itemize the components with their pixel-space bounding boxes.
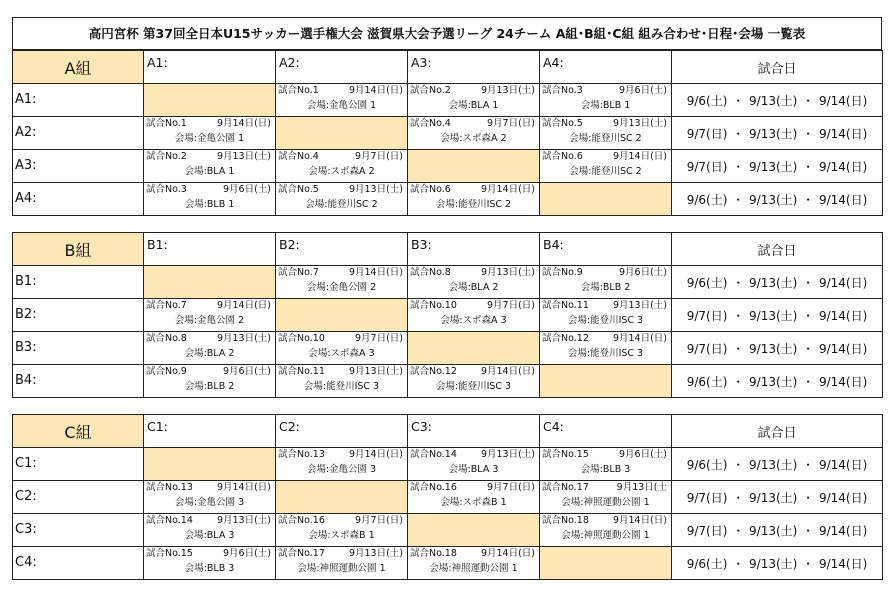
- match-cell: [144, 150, 276, 183]
- row-header: B3:: [13, 332, 144, 365]
- match-venue: 会場:スポ森B 1: [440, 497, 507, 508]
- match-venue: 会場:BLB 2: [184, 381, 235, 392]
- match-cell: [540, 448, 672, 481]
- match-number: 試合No.7: [278, 267, 319, 278]
- column-header: C3:: [408, 415, 540, 448]
- match-venue: 会場:スポ森A 3: [308, 348, 375, 359]
- match-cell: [540, 150, 672, 183]
- row-header: C1:: [13, 448, 144, 481]
- match-number: 試合No.11: [542, 300, 589, 311]
- column-header: B1:: [144, 233, 276, 266]
- table-row: [13, 183, 883, 216]
- match-venue: 会場:神照運動公園 1: [429, 563, 518, 574]
- match-venue: 会場:金亀公園 3: [174, 497, 245, 508]
- match-number: 試合No.7: [146, 300, 187, 311]
- match-cell: [276, 448, 408, 481]
- row-header: A4:: [13, 183, 144, 216]
- match-cell: [276, 365, 408, 398]
- match-number: 試合No.17: [542, 482, 589, 493]
- match-days: 9/6(土) ・ 9/13(土) ・ 9/14(日): [672, 448, 883, 481]
- match-cell: [276, 547, 408, 580]
- match-number: 試合No.13: [146, 482, 193, 493]
- match-date: 9月13日(土): [348, 184, 403, 195]
- row-header: B2:: [13, 299, 144, 332]
- match-date: 9月14日(日): [612, 333, 667, 344]
- match-date: 9月7日(日): [486, 300, 535, 311]
- match-date: 9月6日(土): [222, 184, 271, 195]
- match-date: 9月13日(土: [616, 482, 667, 493]
- match-cell: [408, 481, 540, 514]
- table-row: [13, 448, 883, 481]
- match-days: 9/6(土) ・ 9/13(土) ・ 9/14(日): [672, 365, 883, 398]
- match-number: 試合No.14: [410, 449, 457, 460]
- match-date: 9月6日(土): [222, 548, 271, 559]
- match-cell: [408, 183, 540, 216]
- self-match-cell: [276, 117, 408, 150]
- row-header: A1:: [13, 84, 144, 117]
- match-date: 9月14日(日): [612, 151, 667, 162]
- table-row: [13, 150, 883, 183]
- match-venue: 会場:神照運動公園 1: [561, 530, 650, 541]
- document-title: 高円宮杯 第37回全日本U15サッカー選手権大会 滋賀県大会予選リーグ 24チーム A組･B組･C組 組み合わせ･日程･会場 一覧表: [12, 17, 882, 50]
- table-row: [13, 299, 883, 332]
- match-date: 9月6日(土): [222, 366, 271, 377]
- match-date: 9月14日(日): [480, 184, 535, 195]
- table-row: [13, 84, 883, 117]
- match-cell: [408, 117, 540, 150]
- match-date: 9月7日(日): [354, 333, 403, 344]
- match-days: 9/6(土) ・ 9/13(土) ・ 9/14(日): [672, 183, 883, 216]
- match-number: 試合No.5: [278, 184, 319, 195]
- match-cell: [144, 365, 276, 398]
- table-row: [13, 514, 883, 547]
- match-cell: [276, 150, 408, 183]
- match-days: 9/7(日) ・ 9/13(土) ・ 9/14(日): [672, 481, 883, 514]
- match-number: 試合No.8: [410, 267, 451, 278]
- self-match-cell: [276, 481, 408, 514]
- match-venue: 会場:BLA 3: [184, 530, 235, 541]
- match-venue: 会場:能登川ISC 3: [435, 381, 512, 392]
- table-row: [13, 365, 883, 398]
- match-cell: [144, 481, 276, 514]
- match-venue: 会場:神照運動公園 1: [561, 497, 650, 508]
- match-cell: [408, 365, 540, 398]
- column-header: A3:: [408, 51, 540, 84]
- match-date: 9月7日(日): [354, 515, 403, 526]
- match-date: 9月14日(日): [216, 118, 271, 129]
- self-match-cell: [408, 332, 540, 365]
- row-header: C4:: [13, 547, 144, 580]
- match-date: 9月13日(土): [216, 515, 271, 526]
- match-date: 9月13日(土): [216, 333, 271, 344]
- match-number: 試合No.3: [542, 85, 583, 96]
- match-cell: [144, 332, 276, 365]
- match-date: 9月13日(土): [480, 267, 535, 278]
- match-venue: 会場:スポ森A 2: [440, 133, 507, 144]
- match-number: 試合No.9: [542, 267, 583, 278]
- row-header: C2:: [13, 481, 144, 514]
- group-c-table: [12, 414, 883, 580]
- column-header: B3:: [408, 233, 540, 266]
- match-cell: [540, 117, 672, 150]
- self-match-cell: [540, 365, 672, 398]
- match-number: 試合No.2: [146, 151, 187, 162]
- match-days: 9/6(土) ・ 9/13(土) ・ 9/14(日): [672, 84, 883, 117]
- match-days: 9/7(日) ・ 9/13(土) ・ 9/14(日): [672, 299, 883, 332]
- row-header: C3:: [13, 514, 144, 547]
- self-match-cell: [408, 514, 540, 547]
- match-cell: [408, 84, 540, 117]
- match-venue: 会場:スポ森A 2: [308, 166, 375, 177]
- match-date: 9月14日(日): [348, 85, 403, 96]
- group-label: C組: [13, 415, 144, 448]
- match-date: 9月14日(日): [216, 482, 271, 493]
- row-header: A3:: [13, 150, 144, 183]
- table-row: [13, 481, 883, 514]
- column-header: A4:: [540, 51, 672, 84]
- match-date: 9月14日(日): [348, 449, 403, 460]
- match-days: 9/7(日) ・ 9/13(土) ・ 9/14(日): [672, 514, 883, 547]
- match-number: 試合No.10: [410, 300, 457, 311]
- match-venue: 会場:金亀公園 1: [174, 133, 245, 144]
- match-venue: 会場:能登川SC 2: [569, 166, 642, 177]
- match-date: 9月13日(土): [612, 300, 667, 311]
- column-header: A2:: [276, 51, 408, 84]
- self-match-cell: [276, 299, 408, 332]
- match-venue: 会場:BLA 2: [448, 282, 499, 293]
- match-venue: 会場:BLA 1: [184, 166, 235, 177]
- group-label: B組: [13, 233, 144, 266]
- match-date: 9月14日(日): [612, 515, 667, 526]
- match-number: 試合No.4: [278, 151, 319, 162]
- match-cell: [276, 183, 408, 216]
- group-b-table: [12, 232, 883, 398]
- match-number: 試合No.18: [410, 548, 457, 559]
- match-venue: 会場:BLA 2: [184, 348, 235, 359]
- match-venue: 会場:金亀公園 2: [174, 315, 245, 326]
- self-match-cell: [540, 547, 672, 580]
- match-cell: [408, 448, 540, 481]
- column-header: C2:: [276, 415, 408, 448]
- row-header: B1:: [13, 266, 144, 299]
- match-date: 9月14日(日): [480, 548, 535, 559]
- row-header: B4:: [13, 365, 144, 398]
- group-a-table: [12, 50, 883, 216]
- match-venue: 会場:能登川ISC 3: [303, 381, 380, 392]
- match-number: 試合No.4: [410, 118, 451, 129]
- match-date: 9月7日(日): [486, 118, 535, 129]
- match-number: 試合No.16: [410, 482, 457, 493]
- match-date: 9月6日(土): [618, 449, 667, 460]
- table-row: [13, 547, 883, 580]
- match-venue: 会場:BLA 3: [448, 464, 499, 475]
- table-row: [13, 332, 883, 365]
- match-number: 試合No.13: [278, 449, 325, 460]
- match-days: 9/7(日) ・ 9/13(土) ・ 9/14(日): [672, 117, 883, 150]
- match-number: 試合No.8: [146, 333, 187, 344]
- match-venue: 会場:BLB 3: [184, 563, 235, 574]
- match-cell: [144, 547, 276, 580]
- match-venue: 会場:能登川ISC 3: [567, 315, 644, 326]
- match-days: 9/7(日) ・ 9/13(土) ・ 9/14(日): [672, 332, 883, 365]
- match-number: 試合No.14: [146, 515, 193, 526]
- match-venue: 会場:金亀公園 1: [306, 100, 377, 111]
- match-number: 試合No.11: [278, 366, 325, 377]
- match-date: 9月13日(土): [348, 366, 403, 377]
- match-days-header: 試合日: [672, 233, 883, 266]
- match-venue: 会場:能登川SC 2: [305, 199, 378, 210]
- table-row: [13, 266, 883, 299]
- match-days-header: 試合日: [672, 415, 883, 448]
- table-row: [13, 117, 883, 150]
- match-venue: 会場:BLB 1: [580, 100, 631, 111]
- match-cell: [540, 266, 672, 299]
- match-date: 9月13日(土): [480, 85, 535, 96]
- match-days-header: 試合日: [672, 51, 883, 84]
- match-date: 9月6日(土): [618, 267, 667, 278]
- match-date: 9月14日(日): [480, 366, 535, 377]
- match-cell: [276, 514, 408, 547]
- self-match-cell: [144, 448, 276, 481]
- match-number: 試合No.6: [542, 151, 583, 162]
- match-venue: 会場:スポ森B 1: [308, 530, 375, 541]
- match-date: 9月7日(日): [486, 482, 535, 493]
- self-match-cell: [144, 266, 276, 299]
- match-date: 9月13日(土): [216, 151, 271, 162]
- column-header: C4:: [540, 415, 672, 448]
- self-match-cell: [408, 150, 540, 183]
- match-cell: [540, 481, 672, 514]
- match-number: 試合No.12: [410, 366, 457, 377]
- match-number: 試合No.10: [278, 333, 325, 344]
- match-number: 試合No.3: [146, 184, 187, 195]
- match-cell: [540, 84, 672, 117]
- match-cell: [276, 84, 408, 117]
- match-number: 試合No.17: [278, 548, 325, 559]
- match-number: 試合No.16: [278, 515, 325, 526]
- match-venue: 会場:金亀公園 3: [306, 464, 377, 475]
- match-date: 9月6日(土): [618, 85, 667, 96]
- match-number: 試合No.5: [542, 118, 583, 129]
- match-date: 9月14日(日): [348, 267, 403, 278]
- match-cell: [408, 547, 540, 580]
- match-cell: [540, 299, 672, 332]
- match-cell: [408, 266, 540, 299]
- match-number: 試合No.12: [542, 333, 589, 344]
- match-number: 試合No.18: [542, 515, 589, 526]
- match-number: 試合No.15: [146, 548, 193, 559]
- match-days: 9/6(土) ・ 9/13(土) ・ 9/14(日): [672, 266, 883, 299]
- row-header: A2:: [13, 117, 144, 150]
- match-number: 試合No.1: [278, 85, 319, 96]
- match-cell: [540, 332, 672, 365]
- match-number: 試合No.15: [542, 449, 589, 460]
- match-cell: [408, 299, 540, 332]
- match-cell: [144, 183, 276, 216]
- column-header: B2:: [276, 233, 408, 266]
- match-date: 9月13日(土): [348, 548, 403, 559]
- match-venue: 会場:BLA 1: [448, 100, 499, 111]
- self-match-cell: [540, 183, 672, 216]
- match-number: 試合No.6: [410, 184, 451, 195]
- match-cell: [276, 266, 408, 299]
- match-number: 試合No.2: [410, 85, 451, 96]
- match-date: 9月13日(土): [480, 449, 535, 460]
- match-cell: [144, 117, 276, 150]
- match-venue: 会場:能登川SC 2: [569, 133, 642, 144]
- match-days: 9/6(土) ・ 9/13(土) ・ 9/14(日): [672, 547, 883, 580]
- column-header: C1:: [144, 415, 276, 448]
- self-match-cell: [144, 84, 276, 117]
- match-venue: 会場:能登川ISC 2: [435, 199, 512, 210]
- match-venue: 会場:金亀公園 2: [306, 282, 377, 293]
- column-header: B4:: [540, 233, 672, 266]
- group-label: A組: [13, 51, 144, 84]
- match-venue: 会場:BLB 3: [580, 464, 631, 475]
- match-venue: 会場:神照運動公園 1: [297, 563, 386, 574]
- match-number: 試合No.9: [146, 366, 187, 377]
- match-venue: 会場:BLB 1: [184, 199, 235, 210]
- match-date: 9月13日(土): [612, 118, 667, 129]
- match-date: 9月14日(日): [216, 300, 271, 311]
- match-days: 9/7(日) ・ 9/13(土) ・ 9/14(日): [672, 150, 883, 183]
- match-cell: [276, 332, 408, 365]
- column-header: A1:: [144, 51, 276, 84]
- match-date: 9月7日(日): [354, 151, 403, 162]
- match-cell: [144, 514, 276, 547]
- match-venue: 会場:スポ森A 3: [440, 315, 507, 326]
- match-cell: [144, 299, 276, 332]
- match-venue: 会場:能登川ISC 3: [567, 348, 644, 359]
- match-number: 試合No.1: [146, 118, 187, 129]
- match-cell: [540, 514, 672, 547]
- match-venue: 会場:BLB 2: [580, 282, 631, 293]
